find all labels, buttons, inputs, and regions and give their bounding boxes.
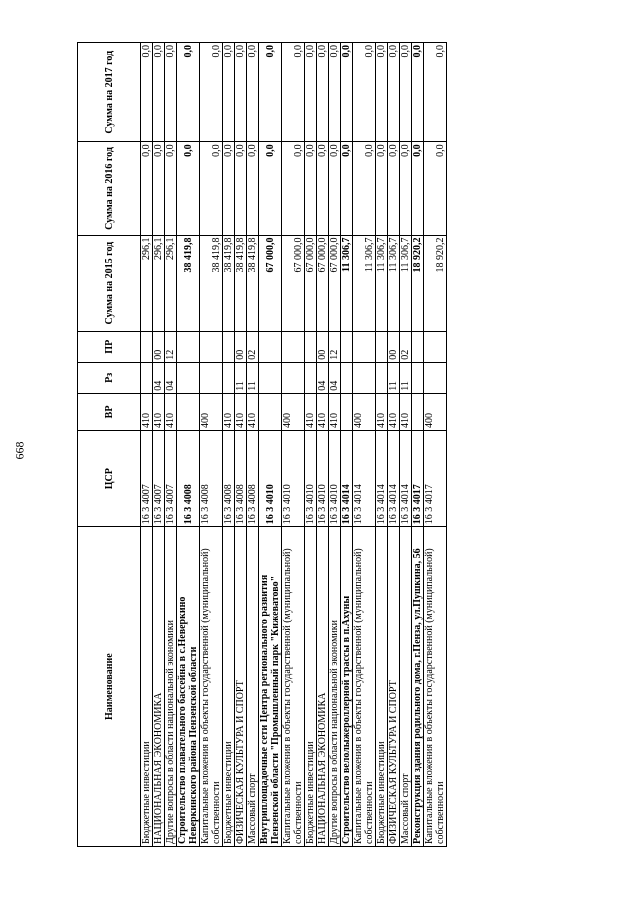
cell-rz — [200, 362, 223, 393]
cell-sum-2017: 0,0 — [235, 43, 247, 142]
cell-pr: 00 — [235, 331, 247, 362]
table-header-row — [78, 43, 141, 847]
cell-name: Бюджетные инвестиции — [141, 527, 153, 847]
cell-sum-2017: 0,0 — [329, 43, 341, 142]
cell-name: Другие вопросы в области национальной экономики — [165, 527, 177, 847]
cell-csr: 16 3 4014 — [341, 431, 353, 527]
cell-rz — [177, 362, 200, 393]
table-row — [341, 43, 353, 847]
cell-csr: 16 3 4010 — [329, 431, 341, 527]
cell-sum-2016: 0,0 — [353, 142, 376, 235]
cell-name: Бюджетные инвестиции — [223, 527, 235, 847]
header-2016: Сумма на 2016 год — [78, 142, 141, 235]
cell-sum-2016: 0,0 — [165, 142, 177, 235]
rotated-table-container — [77, 42, 552, 847]
cell-sum-2017: 0,0 — [141, 43, 153, 142]
cell-name: Внутриплощадочные сети Центра регионального развития Пензенской области "Промышленный парк "Кижеватово" — [259, 527, 282, 847]
cell-pr: 00 — [153, 331, 165, 362]
cell-sum-2017: 0,0 — [305, 43, 317, 142]
cell-rz — [353, 362, 376, 393]
cell-sum-2015: 38 419,8 — [223, 235, 235, 331]
cell-name: Массовый спорт — [400, 527, 412, 847]
cell-sum-2017: 0,0 — [282, 43, 305, 142]
cell-pr — [341, 331, 353, 362]
cell-sum-2016: 0,0 — [282, 142, 305, 235]
cell-csr: 16 3 4008 — [200, 431, 223, 527]
cell-sum-2016: 0,0 — [235, 142, 247, 235]
cell-sum-2016: 0,0 — [141, 142, 153, 235]
cell-name: Капитальные вложения в объекты государственной (муниципальной) собственности — [353, 527, 376, 847]
header-name: Наименование — [78, 527, 141, 847]
cell-pr — [424, 331, 447, 362]
cell-vr — [412, 393, 424, 430]
cell-vr — [341, 393, 353, 430]
cell-pr — [353, 331, 376, 362]
cell-pr: 12 — [165, 331, 177, 362]
cell-vr: 410 — [305, 393, 317, 430]
cell-pr — [259, 331, 282, 362]
cell-rz: 04 — [165, 362, 177, 393]
cell-sum-2017: 0,0 — [247, 43, 259, 142]
table-row — [177, 43, 200, 847]
cell-vr: 400 — [424, 393, 447, 430]
cell-sum-2017: 0,0 — [388, 43, 400, 142]
cell-pr — [223, 331, 235, 362]
page-number: 668 — [12, 441, 27, 459]
cell-rz: 11 — [400, 362, 412, 393]
cell-sum-2016: 0,0 — [200, 142, 223, 235]
cell-name: НАЦИОНАЛЬНАЯ ЭКОНОМИКА — [153, 527, 165, 847]
cell-name: ФИЗИЧЕСКАЯ КУЛЬТУРА И СПОРТ — [235, 527, 247, 847]
cell-pr — [141, 331, 153, 362]
table-row — [247, 43, 259, 847]
cell-pr — [376, 331, 388, 362]
table-row — [388, 43, 400, 847]
cell-sum-2016: 0,0 — [223, 142, 235, 235]
cell-sum-2017: 0,0 — [412, 43, 424, 142]
cell-sum-2015: 67 000,0 — [282, 235, 305, 331]
cell-sum-2016: 0,0 — [177, 142, 200, 235]
table-row — [141, 43, 153, 847]
cell-vr: 410 — [329, 393, 341, 430]
cell-rz — [424, 362, 447, 393]
cell-sum-2016: 0,0 — [305, 142, 317, 235]
table-row — [412, 43, 424, 847]
cell-csr: 16 3 4008 — [235, 431, 247, 527]
header-rz: Рз — [78, 362, 141, 393]
cell-vr: 410 — [153, 393, 165, 430]
cell-pr: 12 — [329, 331, 341, 362]
cell-rz: 11 — [247, 362, 259, 393]
table-row — [329, 43, 341, 847]
cell-name: Бюджетные инвестиции — [305, 527, 317, 847]
cell-sum-2016: 0,0 — [400, 142, 412, 235]
table-row — [353, 43, 376, 847]
cell-name: Строительство велолыжероллерной трассы в п.Ахуны — [341, 527, 353, 847]
cell-csr: 16 3 4007 — [153, 431, 165, 527]
cell-sum-2015: 11 306,7 — [341, 235, 353, 331]
cell-pr — [305, 331, 317, 362]
cell-sum-2017: 0,0 — [424, 43, 447, 142]
cell-csr: 16 3 4010 — [259, 431, 282, 527]
cell-csr: 16 3 4007 — [165, 431, 177, 527]
cell-sum-2015: 11 306,7 — [376, 235, 388, 331]
cell-name: Капитальные вложения в объекты государственной (муниципальной) собственности — [424, 527, 447, 847]
cell-name: Другие вопросы в области национальной экономики — [329, 527, 341, 847]
cell-sum-2016: 0,0 — [329, 142, 341, 235]
table-row — [165, 43, 177, 847]
cell-sum-2015: 11 306,7 — [388, 235, 400, 331]
cell-vr: 410 — [141, 393, 153, 430]
cell-sum-2015: 67 000,0 — [329, 235, 341, 331]
cell-rz — [341, 362, 353, 393]
cell-sum-2017: 0,0 — [153, 43, 165, 142]
table-row — [305, 43, 317, 847]
cell-pr — [177, 331, 200, 362]
cell-rz — [376, 362, 388, 393]
cell-sum-2015: 38 419,8 — [235, 235, 247, 331]
cell-rz: 04 — [153, 362, 165, 393]
cell-vr: 410 — [165, 393, 177, 430]
cell-vr: 400 — [353, 393, 376, 430]
cell-sum-2017: 0,0 — [200, 43, 223, 142]
cell-sum-2016: 0,0 — [247, 142, 259, 235]
cell-sum-2016: 0,0 — [388, 142, 400, 235]
cell-vr: 410 — [388, 393, 400, 430]
cell-sum-2016: 0,0 — [259, 142, 282, 235]
cell-rz: 04 — [317, 362, 329, 393]
cell-sum-2017: 0,0 — [376, 43, 388, 142]
cell-csr: 16 3 4010 — [317, 431, 329, 527]
cell-sum-2015: 296,1 — [141, 235, 153, 331]
cell-sum-2017: 0,0 — [317, 43, 329, 142]
table-row — [376, 43, 388, 847]
cell-pr — [412, 331, 424, 362]
cell-sum-2015: 67 000,0 — [317, 235, 329, 331]
cell-sum-2015: 67 000,0 — [305, 235, 317, 331]
table-row — [223, 43, 235, 847]
cell-name: Бюджетные инвестиции — [376, 527, 388, 847]
cell-name: Капитальные вложения в объекты государственной (муниципальной) собственности — [200, 527, 223, 847]
cell-csr: 16 3 4014 — [400, 431, 412, 527]
cell-sum-2017: 0,0 — [353, 43, 376, 142]
cell-csr: 16 3 4010 — [305, 431, 317, 527]
cell-csr: 16 3 4010 — [282, 431, 305, 527]
cell-rz — [412, 362, 424, 393]
cell-vr: 410 — [376, 393, 388, 430]
cell-rz: 11 — [235, 362, 247, 393]
table-row — [153, 43, 165, 847]
cell-csr: 16 3 4008 — [223, 431, 235, 527]
cell-vr: 400 — [200, 393, 223, 430]
cell-csr: 16 3 4014 — [388, 431, 400, 527]
cell-sum-2015: 67 000,0 — [259, 235, 282, 331]
budget-table — [77, 42, 447, 847]
header-2015: Сумма на 2015 год — [78, 235, 141, 331]
table-row — [235, 43, 247, 847]
table-row — [317, 43, 329, 847]
cell-pr — [200, 331, 223, 362]
cell-pr: 02 — [400, 331, 412, 362]
cell-rz: 11 — [388, 362, 400, 393]
cell-csr: 16 3 4017 — [412, 431, 424, 527]
cell-sum-2015: 11 306,7 — [400, 235, 412, 331]
cell-vr: 410 — [317, 393, 329, 430]
cell-rz — [223, 362, 235, 393]
table-row — [259, 43, 282, 847]
header-2017: Сумма на 2017 год — [78, 43, 141, 142]
cell-vr — [177, 393, 200, 430]
table-row — [424, 43, 447, 847]
cell-vr: 410 — [247, 393, 259, 430]
cell-sum-2017: 0,0 — [400, 43, 412, 142]
cell-sum-2015: 296,1 — [153, 235, 165, 331]
cell-sum-2017: 0,0 — [223, 43, 235, 142]
header-vr: ВР — [78, 393, 141, 430]
cell-name: Реконструкция здания родильного дома, г.Пенза, ул.Пушкина, 56 — [412, 527, 424, 847]
cell-name: Массовый спорт — [247, 527, 259, 847]
cell-sum-2015: 11 306,7 — [353, 235, 376, 331]
table-row — [400, 43, 412, 847]
cell-sum-2017: 0,0 — [165, 43, 177, 142]
cell-name: НАЦИОНАЛЬНАЯ ЭКОНОМИКА — [317, 527, 329, 847]
cell-rz — [282, 362, 305, 393]
cell-sum-2017: 0,0 — [177, 43, 200, 142]
cell-sum-2016: 0,0 — [424, 142, 447, 235]
cell-sum-2017: 0,0 — [341, 43, 353, 142]
cell-vr: 410 — [223, 393, 235, 430]
cell-sum-2016: 0,0 — [317, 142, 329, 235]
cell-csr: 16 3 4007 — [141, 431, 153, 527]
cell-sum-2015: 18 920,2 — [412, 235, 424, 331]
cell-sum-2016: 0,0 — [153, 142, 165, 235]
cell-sum-2016: 0,0 — [412, 142, 424, 235]
cell-vr: 410 — [400, 393, 412, 430]
cell-sum-2015: 296,1 — [165, 235, 177, 331]
cell-pr: 00 — [317, 331, 329, 362]
cell-pr: 00 — [388, 331, 400, 362]
cell-vr — [259, 393, 282, 430]
cell-name: Строительство плавательного бассейна в с.Неверкино Неверкинского района Пензенской области — [177, 527, 200, 847]
cell-rz — [141, 362, 153, 393]
cell-pr: 02 — [247, 331, 259, 362]
table-row — [282, 43, 305, 847]
cell-csr: 16 3 4014 — [376, 431, 388, 527]
cell-vr: 400 — [282, 393, 305, 430]
cell-name: Капитальные вложения в объекты государственной (муниципальной) собственности — [282, 527, 305, 847]
cell-pr — [282, 331, 305, 362]
cell-rz — [259, 362, 282, 393]
cell-vr: 410 — [235, 393, 247, 430]
header-pr: ПР — [78, 331, 141, 362]
cell-sum-2017: 0,0 — [259, 43, 282, 142]
cell-rz — [305, 362, 317, 393]
table-row — [200, 43, 223, 847]
cell-sum-2016: 0,0 — [341, 142, 353, 235]
cell-csr: 16 3 4008 — [177, 431, 200, 527]
cell-csr: 16 3 4017 — [424, 431, 447, 527]
cell-sum-2015: 18 920,2 — [424, 235, 447, 331]
cell-sum-2015: 38 419,8 — [177, 235, 200, 331]
cell-csr: 16 3 4008 — [247, 431, 259, 527]
cell-name: ФИЗИЧЕСКАЯ КУЛЬТУРА И СПОРТ — [388, 527, 400, 847]
cell-sum-2015: 38 419,8 — [247, 235, 259, 331]
cell-sum-2016: 0,0 — [376, 142, 388, 235]
header-csr: ЦСР — [78, 431, 141, 527]
cell-csr: 16 3 4014 — [353, 431, 376, 527]
cell-sum-2015: 38 419,8 — [200, 235, 223, 331]
cell-rz: 04 — [329, 362, 341, 393]
